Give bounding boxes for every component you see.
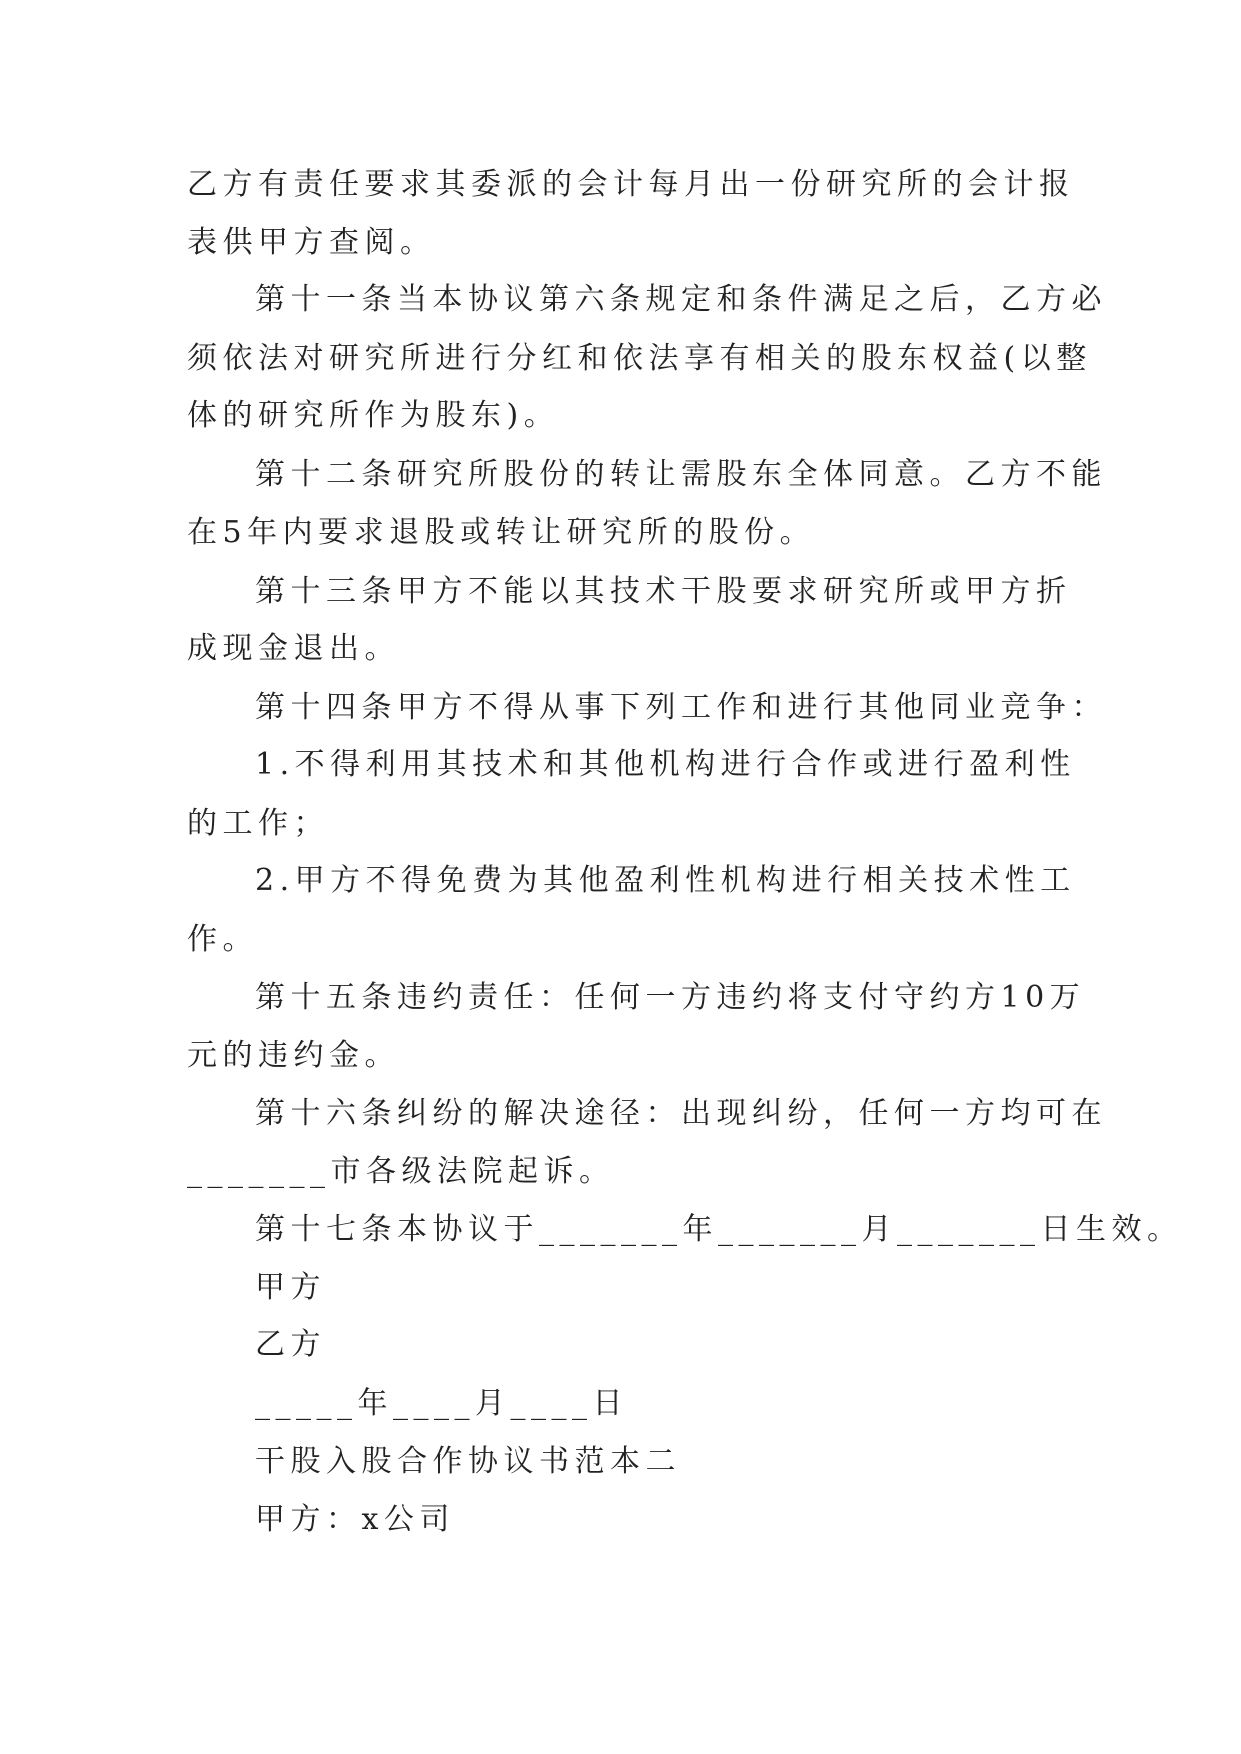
text-line: 乙方 [255, 1327, 326, 1362]
text-line: _____年____月____日 [255, 1386, 628, 1421]
text-line: 第十三条甲方不能以其技术干股要求研究所或甲方折 [255, 574, 1072, 609]
text-line: 2.甲方不得免费为其他盈利性机构进行相关技术性工 [255, 863, 1076, 898]
text-line: 体的研究所作为股东)。 [187, 398, 560, 433]
text-line: _______市各级法院起诉。 [187, 1154, 615, 1189]
text-line: 第十一条当本协议第六条规定和条件满足之后，乙方必 [255, 282, 1107, 317]
text-line: 乙方有责任要求其委派的会计每月出一份研究所的会计报 [187, 167, 1075, 202]
text-line: 元的违约金。 [187, 1038, 400, 1073]
text-line: 第十五条违约责任：任何一方违约将支付守约方10万 [255, 980, 1086, 1015]
text-line: 第十七条本协议于_______年_______月_______日生效。 [255, 1212, 1183, 1247]
text-line: 作。 [187, 922, 258, 957]
text-line: 1.不得利用其技术和其他机构进行合作或进行盈利性 [255, 747, 1076, 782]
text-line: 第十二条研究所股份的转让需股东全体同意。乙方不能 [255, 457, 1107, 492]
text-line: 甲方：x公司 [255, 1502, 455, 1537]
text-line: 在5年内要求退股或转让研究所的股份。 [187, 515, 816, 550]
text-line: 的工作； [187, 806, 329, 841]
text-line: 第十四条甲方不得从事下列工作和进行其他同业竞争： [255, 690, 1107, 725]
text-line: 成现金退出。 [187, 631, 400, 666]
text-line: 须依法对研究所进行分红和依法享有相关的股东权益(以整 [187, 341, 1092, 376]
text-line: 第十六条纠纷的解决途径：出现纠纷，任何一方均可在 [255, 1096, 1107, 1131]
text-line: 甲方 [255, 1270, 326, 1305]
text-line: 干股入股合作协议书范本二 [255, 1444, 681, 1479]
text-line: 表供甲方查阅。 [187, 225, 436, 260]
